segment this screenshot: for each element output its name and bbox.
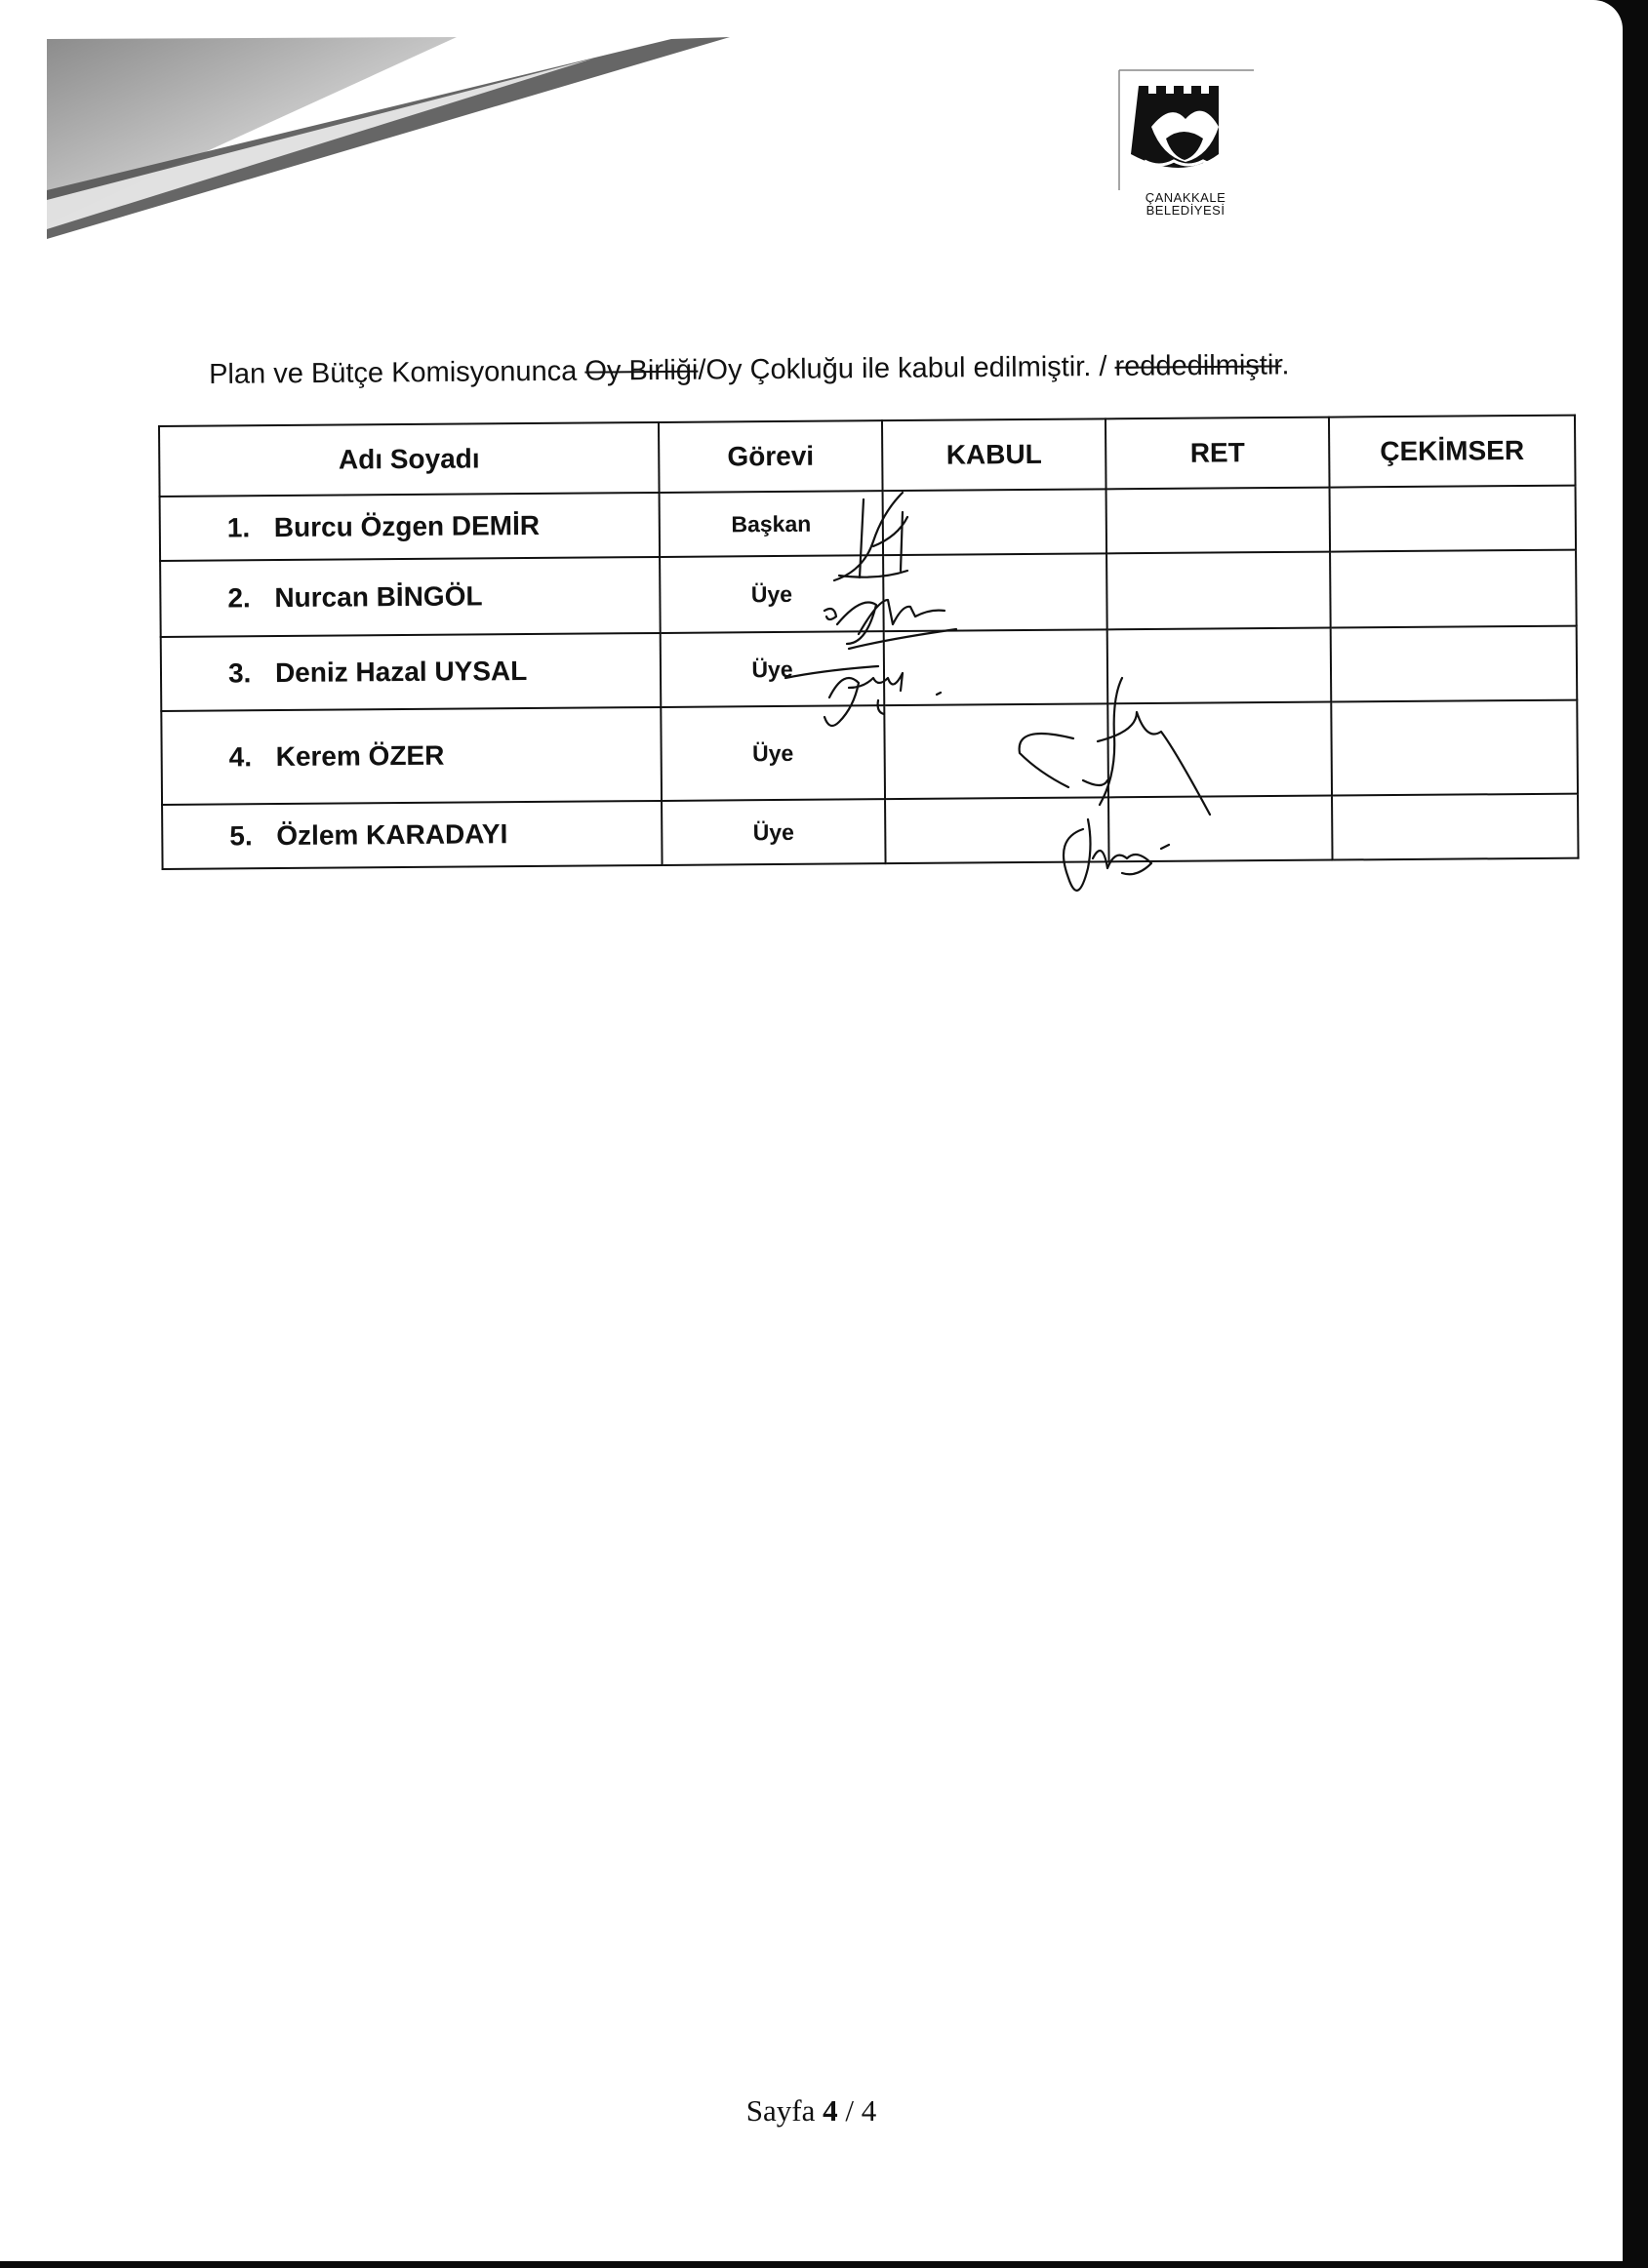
member-name: Nurcan BİNGÖL: [274, 580, 483, 614]
header-reject: RET: [1105, 418, 1330, 490]
accept-cell: [883, 553, 1107, 631]
row-number: 5.: [229, 820, 253, 852]
statement-middle: /Oy Çokluğu ile kabul edilmiştir. /: [698, 350, 1115, 386]
table-row: [161, 626, 1578, 711]
member-role: Üye: [661, 705, 885, 801]
scan-artifact-shadow: [47, 29, 730, 263]
footer-page: 4: [823, 2093, 838, 2128]
header-abstain: ÇEKİMSER: [1329, 416, 1576, 488]
member-name: Özlem KARADAYI: [276, 818, 508, 852]
row-number: 1.: [226, 512, 251, 543]
header-accept: KABUL: [882, 418, 1106, 491]
footer-total: 4: [861, 2093, 877, 2128]
row-number: 2.: [227, 582, 251, 614]
footer-separator: /: [837, 2093, 862, 2128]
reject-cell: [1107, 702, 1332, 798]
header-role: Görevi: [659, 420, 883, 493]
member-name-cell: [161, 633, 662, 711]
member-name-cell: [160, 493, 661, 561]
row-number: 3.: [227, 657, 252, 689]
decision-statement: [209, 348, 1477, 391]
accept-cell: [884, 629, 1108, 705]
member-name: Kerem ÖZER: [275, 739, 445, 773]
table-row: [160, 486, 1576, 561]
member-role: Başkan: [660, 491, 884, 557]
row-number: 4.: [228, 741, 253, 773]
footer-label: Sayfa: [745, 2093, 824, 2128]
abstain-cell: [1330, 486, 1577, 552]
struck-option-unanimous: Oy Birliği: [584, 354, 699, 387]
reject-cell: [1106, 552, 1331, 630]
accept-cell: [884, 703, 1108, 799]
table-row: [162, 794, 1578, 869]
page-footer: [0, 2093, 1623, 2129]
table-row: [161, 700, 1578, 805]
vote-table: [158, 415, 1580, 870]
table-header-row: [159, 416, 1576, 497]
accept-cell: [883, 489, 1107, 555]
municipality-logo: [1117, 68, 1254, 234]
member-name: Deniz Hazal UYSAL: [274, 656, 528, 689]
member-role: Üye: [662, 799, 886, 865]
logo-caption: [1117, 191, 1254, 217]
abstain-cell: [1331, 626, 1578, 702]
abstain-cell: [1331, 700, 1578, 796]
member-role: Üye: [660, 555, 884, 633]
member-name-cell: [160, 557, 661, 637]
statement-prefix: Plan ve Bütçe Komisyonunca: [209, 355, 585, 390]
abstain-cell: [1332, 794, 1579, 860]
statement-suffix: .: [1281, 349, 1290, 381]
castle-emblem-icon: [1117, 68, 1254, 190]
member-name-cell: [161, 707, 662, 805]
logo-line-1: ÇANAKKALE: [1145, 190, 1226, 205]
header-name: Adı Soyadı: [159, 422, 660, 497]
member-name: Burcu Özgen DEMİR: [273, 509, 541, 543]
member-name-cell: [162, 801, 663, 869]
table-row: [160, 550, 1577, 637]
struck-option-rejected: reddedilmiştir: [1114, 349, 1282, 382]
reject-cell: [1107, 628, 1332, 704]
reject-cell: [1106, 488, 1331, 554]
accept-cell: [885, 797, 1109, 863]
logo-line-2: BELEDİYESİ: [1146, 203, 1226, 218]
abstain-cell: [1330, 550, 1577, 628]
reject-cell: [1108, 796, 1333, 862]
member-role: Üye: [661, 631, 885, 707]
